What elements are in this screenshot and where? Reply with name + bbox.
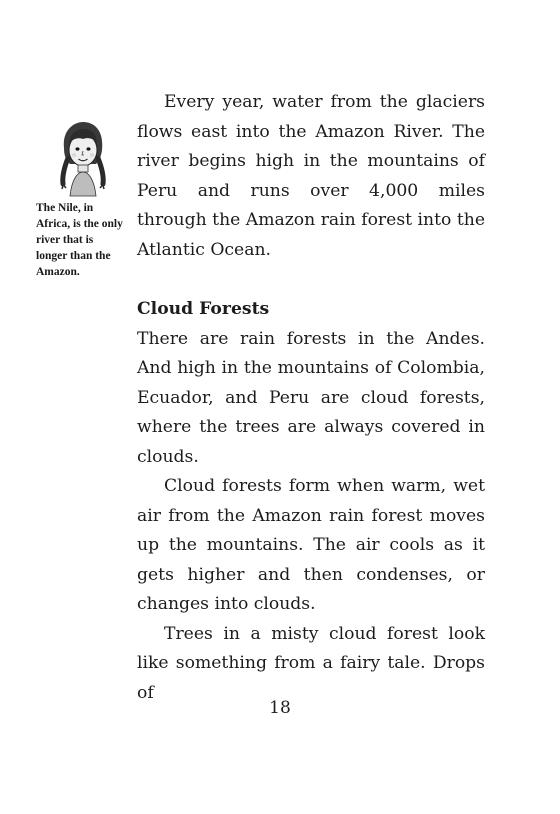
sidebar-note: The Nile, in Africa, is the only river that is longer than the Amazon. <box>36 202 123 278</box>
page-number: 18 <box>269 698 291 718</box>
girl-portrait-icon <box>50 118 114 198</box>
sidebar <box>36 118 126 280</box>
paragraph-glaciers: Every year, water from the glaciers flows east into the Amazon River. The river begins high in the mountains of Peru and runs over 4,000 miles through the Amazon rain forest into the Atlantic Ocean. <box>137 92 485 260</box>
paragraph-fairy-tale: Trees in a misty cloud forest look like something from a fairy tale. Drops of <box>137 623 485 703</box>
paragraph-rain-forests: There are rain forests in the Andes. And high in the mountains of Colombia, Ecuador, and Peru are cloud forests, where the trees are always covered in clouds. <box>137 328 485 467</box>
main-text <box>137 88 485 708</box>
section-heading: Cloud Forests <box>137 299 270 319</box>
paragraph-cloud-forests-form: Cloud forests form when warm, wet air from the Amazon rain forest moves up the mountains. The air cools as it gets higher and then condenses, or changes into clouds. <box>137 476 485 614</box>
